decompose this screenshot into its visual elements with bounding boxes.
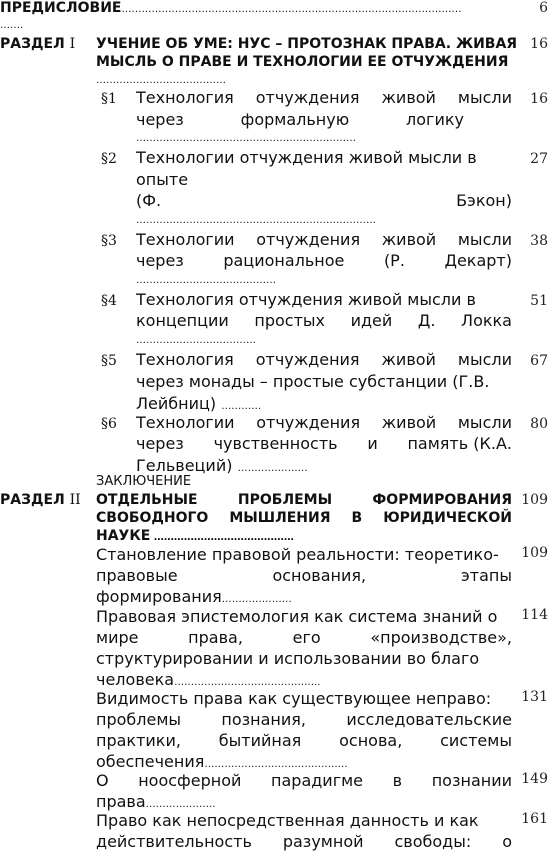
- leader-dots: ………………………………: [136, 335, 256, 346]
- section-line: через монады – простые субстанции (Г.В.: [136, 372, 490, 391]
- section-number: §6: [101, 416, 117, 432]
- entry-line: формирования…………………: [96, 587, 292, 606]
- part-title-line-1: ОТДЕЛЬНЫЕ ПРОБЛЕМЫ ФОРМИРОВАНИЯ: [96, 492, 512, 508]
- section-line: (Ф. Бэкон): [136, 191, 512, 210]
- entry-line: Видимость права как существующее неправо:: [96, 689, 492, 708]
- section-number: §2: [101, 151, 117, 167]
- leader-dots: …………………………………: [96, 75, 226, 86]
- section-number: §1: [101, 91, 117, 107]
- entry-line: Право как непосредственная данность и как: [96, 811, 479, 830]
- entry-line: обеспечения…………………………………….: [96, 752, 348, 771]
- preface-title: ПРЕДИСЛОВИЕ…………………………………………………………………………………………: [0, 0, 462, 16]
- section-line: Технология отчуждения живой мысли: [136, 88, 512, 107]
- part-page: 16: [530, 36, 548, 52]
- section-page: 51: [530, 293, 548, 309]
- entry-page: 109: [521, 545, 548, 561]
- entry-page: 149: [521, 771, 548, 787]
- entry-page: 131: [521, 689, 548, 705]
- part-page: 109: [521, 492, 548, 508]
- part-title-line-3: НАУКЕ ……………………………………: [96, 528, 294, 544]
- section-line: Технологии отчуждения живой мысли: [136, 413, 512, 432]
- section-line: через рациональное (Р. Декарт): [136, 251, 512, 270]
- section-page: 27: [530, 151, 548, 167]
- section-line: концепции простых идей Д. Локка: [136, 311, 512, 330]
- section-line: через формальную логику: [136, 110, 464, 129]
- part-label: РАЗДЕЛ II: [0, 492, 81, 508]
- entry-line: О ноосферной парадигме в познании: [96, 771, 512, 790]
- conclusion-heading: ЗАКЛЮЧЕНИЕ: [96, 474, 192, 489]
- section-page: 67: [530, 353, 548, 369]
- part-title-line-1: УЧЕНИЕ ОБ УМЕ: НУС – ПРОТОЗНАК ПРАВА. ЖИВАЯ: [96, 36, 518, 52]
- entry-page: 161: [521, 811, 548, 827]
- section-line: Лейбниц) …………: [136, 394, 262, 413]
- section-number: §5: [101, 353, 117, 369]
- section-line: через чувственность и память (К.А.: [136, 434, 512, 453]
- section-line: Гельвеций) …………………: [136, 456, 308, 475]
- leader-dots: ……………………………………: [136, 275, 276, 286]
- part-title-line-2: МЫСЛЬ О ПРАВЕ И ТЕХНОЛОГИИ ЕЕ ОТЧУЖДЕНИЯ: [96, 54, 509, 70]
- entry-line: Правовая эпистемология как система знаний о: [96, 607, 498, 626]
- section-page: 80: [530, 416, 548, 432]
- leader-dots: …………………………………………………………: [136, 133, 356, 144]
- part-title-line-2: СВОБОДНОГО МЫШЛЕНИЯ В ЮРИДИЧЕСКОЙ: [96, 510, 512, 526]
- entry-line: структурировании и использовании во благо: [96, 649, 480, 668]
- section-line: Технология отчуждения живой мысли в: [136, 290, 476, 309]
- entry-line: Становление правовой реальности: теоретико-: [96, 545, 499, 564]
- section-number: §3: [101, 233, 117, 249]
- section-line: Технология отчуждения живой мысли: [136, 350, 512, 369]
- section-line: опыте: [136, 170, 189, 189]
- entry-line: права…………………: [96, 792, 216, 811]
- entry-line: мире права, его «производстве»,: [96, 628, 512, 647]
- entry-line: действительность разумной свободы: о: [96, 832, 512, 851]
- entry-line: правовые основания, этапы: [96, 566, 512, 585]
- entry-page: 114: [521, 607, 548, 623]
- section-line: Технологии отчуждения живой мысли: [136, 230, 512, 249]
- section-number: §4: [101, 293, 117, 309]
- entry-line: проблемы познания, исследовательские: [96, 710, 512, 729]
- section-line: Технологии отчуждения живой мысли в: [136, 148, 477, 167]
- preface-page: 6: [539, 0, 548, 16]
- section-page: 16: [530, 91, 548, 107]
- entry-line: практики, бытийная основа, системы: [96, 731, 512, 750]
- entry-line: человека……………………………………..: [96, 670, 321, 689]
- part-label: РАЗДЕЛ I: [0, 36, 76, 52]
- section-page: 38: [530, 233, 548, 249]
- preface-leader-cont: …….: [0, 20, 24, 31]
- leader-dots: ………………………………………………………………: [136, 215, 376, 226]
